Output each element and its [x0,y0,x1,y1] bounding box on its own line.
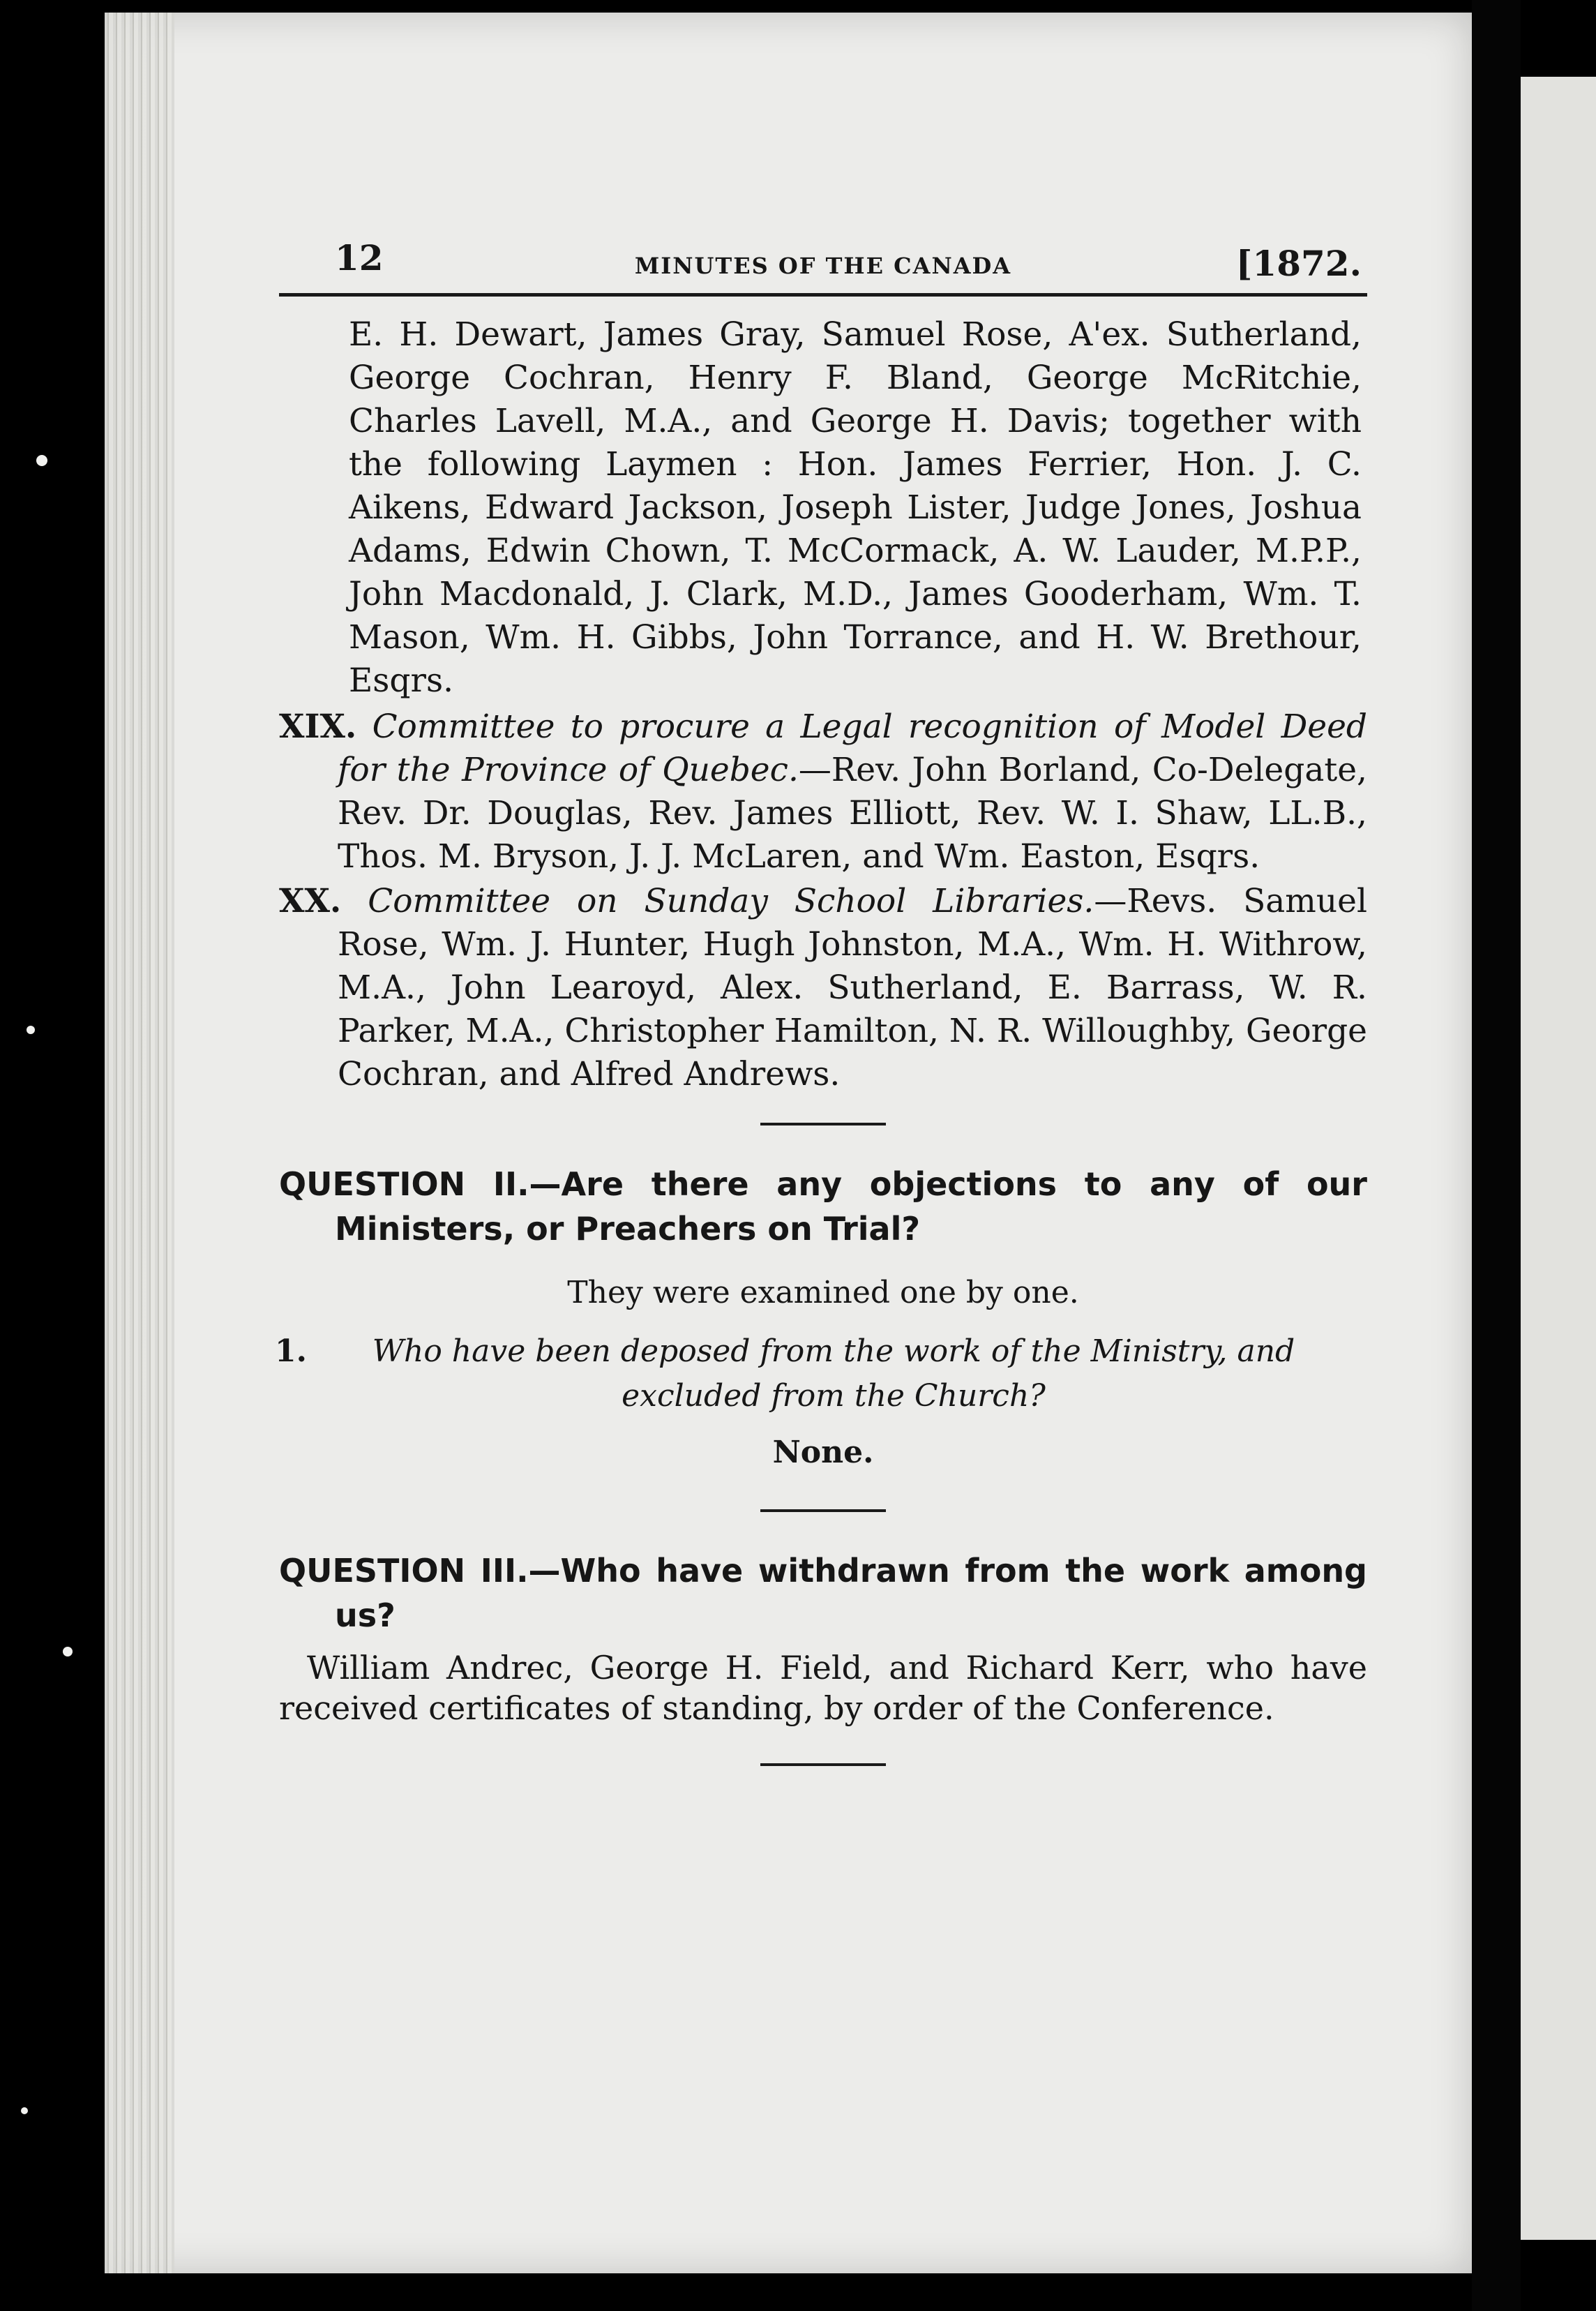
section-divider [760,1509,886,1512]
committee-members: —Rev. John Borland, Co-Delegate, Rev. Dr. Douglas, Rev. James Elliott, Rev. W. I. Shaw, LL.B., Thos. M. Bryson, J. J. McLaren, and Wm. Easton, Esqrs. [338,751,1367,876]
header-year: [1872. [1235,243,1362,284]
dust-speck [27,1026,35,1034]
dust-speck [21,2107,28,2114]
page-content [275,223,1367,1802]
question-2-answer: They were examined one by one. [567,1275,1079,1310]
question-2-subquestion [275,1329,1367,1419]
question-3-answer: William Andrec, George H. Field, and Richard Kerr, who have received certificates of standing, by order of the Conference. [279,1649,1367,1727]
committee-entry [279,705,1367,878]
page-number: 12 [335,237,384,278]
committee-number: XX. [279,882,342,920]
subquestion-text: Who have been deposed from the work of the Ministry, and excluded from the Church? [372,1333,1295,1414]
committee-number: XIX. [279,708,357,746]
continued-member-list: E. H. Dewart, James Gray, Samuel Rose, A'ex. Sutherland, George Cochran, Henry F. Bland, George McRitchie, Charles Lavell, M.A., and George H. Davis; together with the following Laymen : Hon. James Ferrier, Hon. J. C. Aikens, Edward Jackson, Joseph Lister, Judge Jones, Joshua Adams, Edwin Chown, T. McCormack, A. W. Lauder, M.P.P., John Macdonald, J. Clark, M.D., James Gooderham, Wm. T. Mason, Wm. H. Gibbs, John Torrance, and H. W. Brethour, Esqrs. [349,315,1362,700]
question-2-heading: QUESTION II.—Are there any objections to any of our Ministers, or Preachers on Trial? [279,1165,1367,1248]
facing-page-edge [1521,77,1596,2240]
running-header [279,223,1367,297]
running-title: MINUTES OF THE CANADA [634,253,1012,279]
question-2-subanswer: None. [772,1435,874,1470]
dust-speck [36,455,47,466]
committee-entry [279,880,1367,1096]
question-3-heading: QUESTION III.—Who have withdrawn from the work among us? [279,1552,1367,1634]
gutter-shadow [1472,0,1521,2311]
dust-speck [63,1647,73,1656]
committee-title: Committee on Sunday School Libraries. [368,882,1094,920]
section-divider [760,1123,886,1125]
committee-title: Committee to procure a Legal recognition of Model Deed for the Province of Quebec. [338,708,1367,789]
section-divider [760,1763,886,1766]
subquestion-number: 1. [275,1333,307,1369]
page-stack-edge [105,13,174,2273]
committee-members: —Revs. Samuel Rose, Wm. J. Hunter, Hugh Johnston, M.A., Wm. H. Withrow, M.A., John Learoyd, Alex. Sutherland, E. Barrass, W. R. Parker, M.A., Christopher Hamilton, N. R. Willoughby, George Cochran, and Alfred Andrews. [338,882,1367,1093]
